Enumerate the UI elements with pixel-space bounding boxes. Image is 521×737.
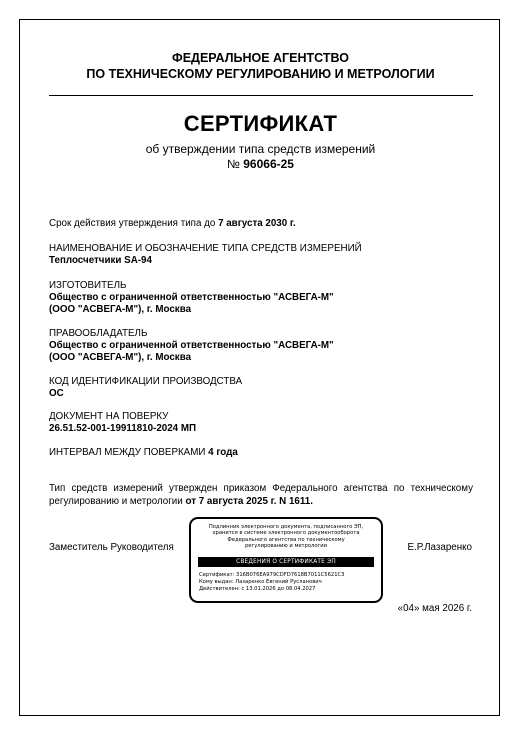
stamp-banner: СВЕДЕНИЯ О СЕРТИФИКАТЕ ЭП	[198, 557, 374, 567]
approval-text: Тип средств измерений утвержден приказом Федерального агентства по техническому регулированию и метрологии	[49, 483, 473, 507]
name-value: Теплосчетчики SA-94	[49, 255, 152, 266]
number-value: 96066-25	[243, 157, 294, 171]
holder-heading: ПРАВООБЛАДАТЕЛЬ	[49, 328, 148, 339]
interval-label: ИНТЕРВАЛ МЕЖДУ ПОВЕРКАМИ	[49, 447, 206, 458]
validity-line	[49, 218, 473, 230]
certificate-number	[19, 157, 502, 171]
stamp-validity: Действителен: с 13.01.2026 до 08.04.2027	[199, 586, 316, 592]
stamp-notice	[197, 524, 375, 549]
name-heading: НАИМЕНОВАНИЕ И ОБОЗНАЧЕНИЕ ТИПА СРЕДСТВ ИЗМЕРЕНИЙ	[49, 243, 362, 254]
agency-name-line2: ПО ТЕХНИЧЕСКОМУ РЕГУЛИРОВАНИЮ И МЕТРОЛОГИИ	[86, 67, 435, 81]
approval-order: от 7 августа 2025 г. N 1611.	[185, 496, 313, 507]
interval-value: 4 года	[208, 447, 238, 458]
approval-paragraph	[49, 482, 473, 508]
stamp-certificate-id: Сертификат: 316B076EA979CDFD7618B7011C5621C3	[199, 572, 345, 578]
document-title: СЕРТИФИКАТ	[183, 111, 338, 136]
number-sign: №	[227, 157, 240, 171]
verification-doc-heading: ДОКУМЕНТ НА ПОВЕРКУ	[49, 411, 169, 422]
holder-line1: Общество с ограниченной ответственностью "АСВЕГА-М"	[49, 340, 334, 351]
manufacturer-line1: Общество с ограниченной ответственностью "АСВЕГА-М"	[49, 292, 334, 303]
validity-label: Срок действия утверждения типа до	[49, 218, 216, 229]
interval-line	[49, 447, 473, 459]
document-subtitle: об утверждении типа средств измерений	[145, 142, 376, 156]
validity-date: 7 августа 2030 г.	[218, 218, 296, 229]
signatory-position: Заместитель Руководителя	[49, 542, 174, 553]
production-code-heading: КОД ИДЕНТИФИКАЦИИ ПРОИЗВОДСТВА	[49, 376, 243, 387]
agency-name-line1: ФЕДЕРАЛЬНОЕ АГЕНТСТВО	[172, 51, 349, 65]
stamp-details	[199, 572, 377, 593]
stamp-issued-to: Кому выдан: Лазаренко Евгений Русланович	[199, 579, 322, 585]
stamp-notice-line2: хранится в системе электронного документооборота	[212, 530, 360, 537]
manufacturer-heading: ИЗГОТОВИТЕЛЬ	[49, 280, 127, 291]
production-code-value: ОС	[49, 388, 64, 399]
holder-line2: (ООО "АСВЕГА-М"), г. Москва	[49, 352, 192, 363]
stamp-notice-line3: Федерального агентства по техническому	[227, 536, 345, 543]
stamp-notice-line1: Подлинник электронного документа, подписанного ЭП,	[208, 524, 364, 530]
header-divider	[49, 95, 473, 96]
signatory-name: Е.Р.Лазаренко	[407, 542, 472, 553]
stamp-notice-line4: регулированию и метрологии	[244, 542, 328, 549]
electronic-signature-stamp	[189, 517, 383, 603]
verification-doc-value: 26.51.52-001-19911810-2024 МП	[49, 423, 197, 434]
issue-date: «04» мая 2026 г.	[397, 603, 472, 614]
manufacturer-line2: (ООО "АСВЕГА-М"), г. Москва	[49, 304, 192, 315]
